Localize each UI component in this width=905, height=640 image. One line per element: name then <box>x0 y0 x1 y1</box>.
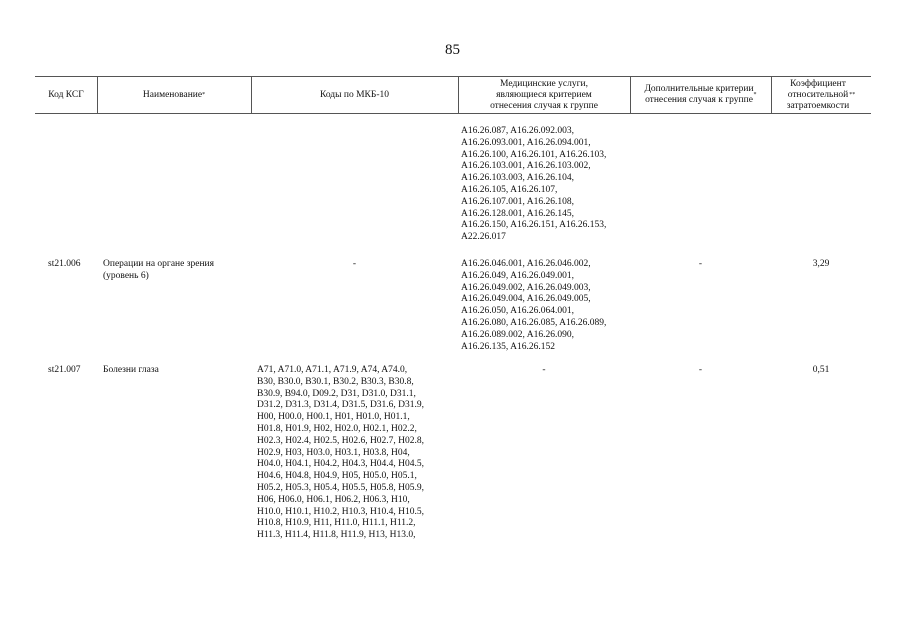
table-row-services: A16.26.087, A16.26.092.003, A16.26.093.001, A16.26.094.001, A16.26.100, A16.26.101, A16.26.103, A16.26.103.001, A16.26.103.002, A16.26.103.003, A16.26.104, A16.26.105, A16.26.107, A16.26.107.001, A16.26.108, A16.26.128.001, A16.26.145, A16.26.150, A16.26.151, A16.26.153, A22.26.017 <box>461 126 607 243</box>
table-row-services: - <box>542 365 546 375</box>
table-row-coefficient: 3,29 <box>812 259 830 269</box>
table-row-code: st21.006 <box>48 259 81 269</box>
table-header <box>35 77 871 113</box>
table-row-extra-criteria: - <box>698 365 703 375</box>
header-services: Медицинские услуги, являющиеся критерием отнесения случая к группе <box>490 78 598 111</box>
table-row-name: Операции на органе зрения (уровень 6) <box>103 259 214 281</box>
table-row-icd: A71, A71.0, A71.1, A71.9, A74, A74.0, B30, B30.0, B30.1, B30.2, B30.3, B30.8, B30.9, B94.0, D09.2, D31, D31.0, D31.1, D31.2, D31.3, D31.4, D31.5, D31.6, D31.9, H00, H00.0, H00.1, H01, H01.0, H01.1, H01.8, H01.9, H02, H02.0, H02.1, H02.2, H02.3, H02.4, H02.5, H02.6, H02.7, H02.8, H02.9, H03, H03.0, H03.1, H03.8, H04, H04.0, H04.1, H04.2, H04.3, H04.4, H04.5, H04.6, H04.8, H04.9, H05, H05.0, H05.1, H05.2, H05.3, H05.4, H05.5, H05.8, H05.9, H06, H06.0, H06.1, H06.2, H06.3, H10, H10.0, H10.1, H10.2, H10.3, H10.4, H10.5, H10.8, H10.9, H11, H11.0, H11.1, H11.2, H11.3, H11.4, H11.8, H11.9, H13, H13.0, <box>257 365 425 541</box>
table-row-coefficient: 0,51 <box>812 365 830 375</box>
header-extra-criteria: Дополнительные критерии отнесения случая к группе * <box>644 84 757 105</box>
page-number: 85 <box>445 42 460 58</box>
header-name: Наименование * <box>142 89 206 100</box>
table-header-bottom-rule <box>35 113 871 114</box>
table-row-icd: - <box>352 259 357 269</box>
table-row-code: st21.007 <box>48 365 81 375</box>
table-row-extra-criteria: - <box>698 259 703 269</box>
table-row-services: A16.26.046.001, A16.26.046.002, A16.26.049, A16.26.049.001, A16.26.049.002, A16.26.049.003, A16.26.049.004, A16.26.049.005, A16.26.050, A16.26.064.001, A16.26.080, A16.26.085, A16.26.089, A16.26.089.002, A16.26.090, A16.26.135, A16.26.152 <box>461 259 607 352</box>
table-row-name: Болезни глаза <box>103 365 159 375</box>
header-code: Код КСГ <box>48 89 84 100</box>
header-icd: Коды по МКБ-10 <box>319 89 390 100</box>
header-coefficient: Коэффициент относительной затратоемкости ** <box>786 78 856 111</box>
